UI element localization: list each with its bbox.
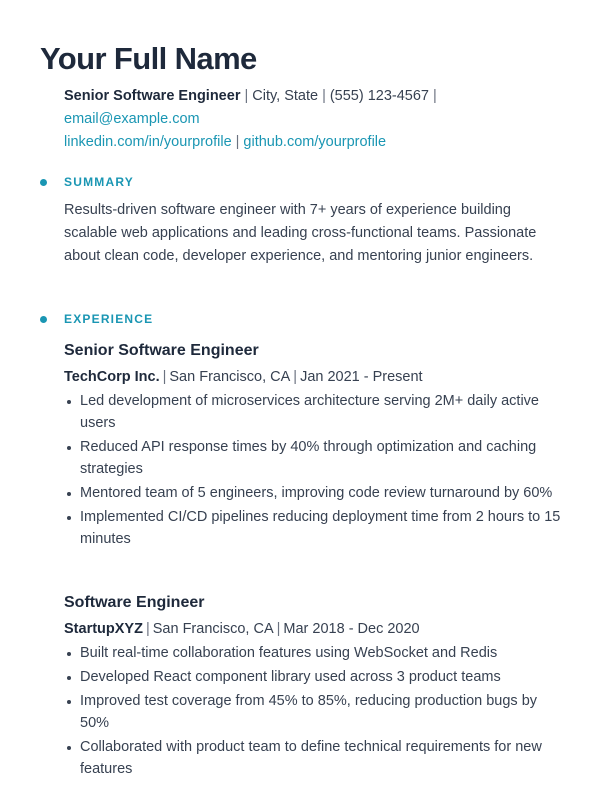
- contact-block: [64, 85, 441, 154]
- job-meta: [64, 618, 569, 641]
- job-role: Senior Software Engineer: [64, 342, 259, 359]
- job-bullets: [64, 390, 569, 550]
- contact-line-1: [64, 85, 441, 108]
- summary-text: Results-driven software engineer with 7+ years of experience building scalable web applications and leading cross-functional teams. Passionate about clean code, developer experience, and mentoring junior engineers.: [64, 202, 537, 264]
- summary-section-header: [40, 175, 134, 189]
- job-role: Software Engineer: [64, 594, 205, 611]
- email-link[interactable]: email@example.com: [64, 111, 200, 127]
- separator: |: [433, 88, 437, 104]
- separator: |: [276, 621, 281, 637]
- bullet-item: Mentored team of 5 engineers, improving code review turnaround by 60%: [64, 482, 569, 504]
- separator: |: [162, 369, 167, 385]
- separator: |: [322, 88, 326, 104]
- linkedin-link[interactable]: linkedin.com/in/yourprofile: [64, 134, 232, 150]
- bullet-item: Collaborated with product team to define technical requirements for new features: [64, 736, 569, 780]
- separator: |: [244, 88, 249, 104]
- contact-line-3: [64, 131, 441, 154]
- section-dot-icon: [40, 316, 47, 323]
- full-name: Your Full Name: [40, 41, 257, 76]
- phone: (555) 123-4567: [329, 88, 430, 104]
- job-entry: [64, 591, 569, 782]
- contact-line-2: [64, 108, 441, 131]
- job-bullets: [64, 642, 569, 780]
- bullet-item: Reduced API response times by 40% through optimization and caching strategies: [64, 436, 569, 480]
- separator: |: [145, 621, 150, 637]
- location: City, State: [252, 88, 319, 104]
- section-title-experience: EXPERIENCE: [64, 312, 154, 326]
- job-location: San Francisco, CA: [169, 369, 291, 385]
- section-dot-icon: [40, 179, 47, 186]
- job-dates: Mar 2018 - Dec 2020: [283, 621, 420, 637]
- bullet-item: Led development of microservices architecture serving 2M+ daily active users: [64, 390, 569, 434]
- job-dates: Jan 2021 - Present: [300, 369, 423, 385]
- github-link[interactable]: github.com/yourprofile: [243, 134, 387, 150]
- bullet-item: Developed React component library used across 3 product teams: [64, 666, 569, 688]
- bullet-item: Implemented CI/CD pipelines reducing deployment time from 2 hours to 15 minutes: [64, 506, 569, 550]
- job-meta: [64, 366, 569, 389]
- bullet-item: Improved test coverage from 45% to 85%, reducing production bugs by 50%: [64, 690, 569, 734]
- experience-section-header: [40, 312, 153, 326]
- section-title-summary: SUMMARY: [64, 175, 134, 189]
- bullet-item: Built real-time collaboration features using WebSocket and Redis: [64, 642, 569, 664]
- job-entry: [64, 339, 569, 552]
- separator: |: [293, 369, 298, 385]
- job-title: Senior Software Engineer: [64, 88, 241, 104]
- job-location: San Francisco, CA: [152, 621, 274, 637]
- company-name: TechCorp Inc.: [64, 369, 160, 385]
- separator: |: [235, 134, 240, 150]
- company-name: StartupXYZ: [64, 621, 143, 637]
